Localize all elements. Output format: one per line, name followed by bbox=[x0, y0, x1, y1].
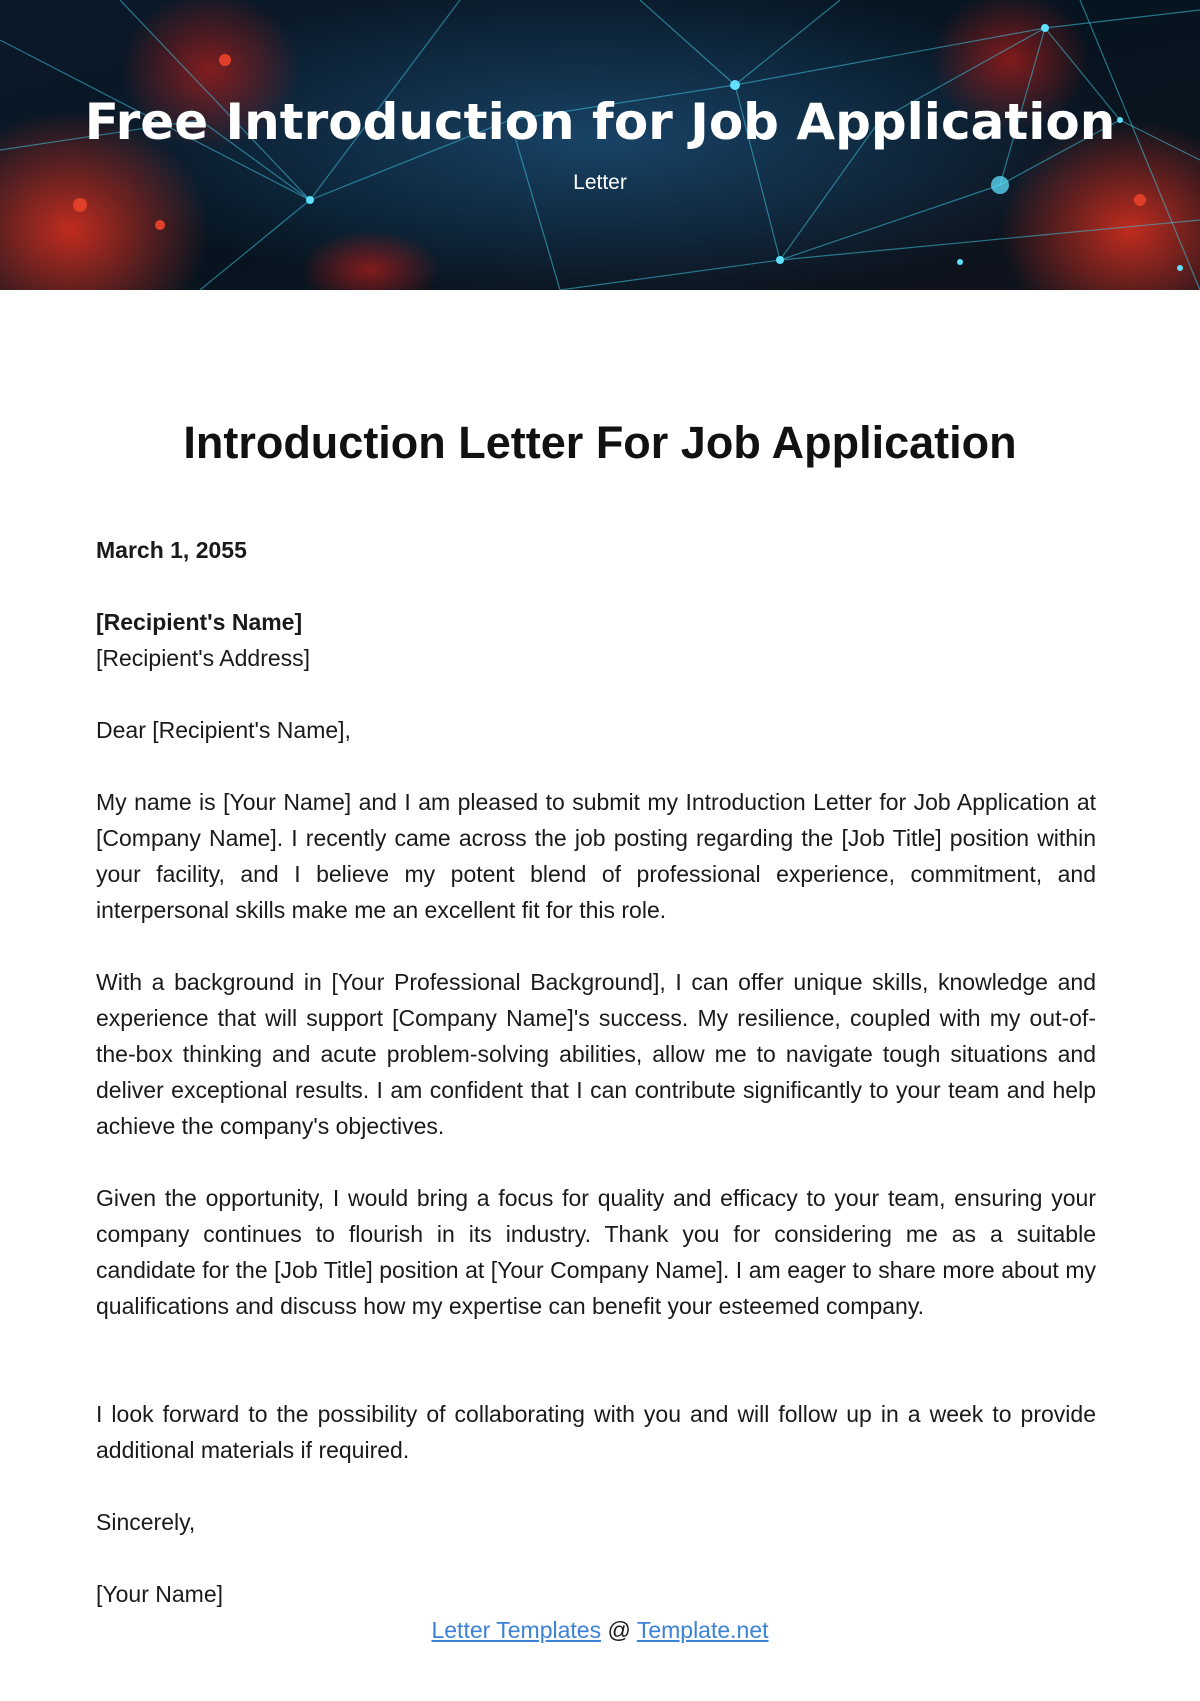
banner-subtitle: Letter bbox=[573, 171, 627, 194]
recipient-name: [Recipient's Name] bbox=[96, 609, 303, 635]
recipient-address: [Recipient's Address] bbox=[96, 645, 311, 671]
signature-name: [Your Name] bbox=[96, 1581, 223, 1607]
footer-attribution bbox=[0, 1612, 1200, 1648]
header-banner bbox=[0, 0, 1200, 290]
closing: Sincerely, bbox=[96, 1509, 196, 1535]
salutation: Dear [Recipient's Name], bbox=[96, 717, 351, 743]
footer-separator: @ bbox=[607, 1617, 631, 1643]
letter-templates-link[interactable]: Letter Templates bbox=[431, 1617, 602, 1643]
body-paragraph: I look forward to the possibility of collaborating with you and will follow up in a week to provide additional materials if required. bbox=[96, 1401, 1096, 1463]
banner-title: Free Introduction for Job Application bbox=[84, 93, 1116, 151]
body-paragraph: Given the opportunity, I would bring a focus for quality and efficacy to your team, ensuring your company continues to flourish in its industry. Thank you for considering me as a suitable candidate for the [Job Title] position at [Your Company Name]. I am eager to share more about my qualifications and discuss how my expertise can benefit your esteemed company. bbox=[96, 1185, 1096, 1319]
body-paragraph: My name is [Your Name] and I am pleased to submit my Introduction Letter for Job Application at [Company Name]. I recently came across the job posting regarding the [Job Title] position within your facility, and I believe my potent blend of professional experience, commitment, and interpersonal skills make me an excellent fit for this role. bbox=[96, 789, 1096, 923]
template-net-link[interactable]: Template.net bbox=[636, 1617, 769, 1643]
letter-date: March 1, 2055 bbox=[96, 537, 247, 563]
recipient-block bbox=[96, 604, 1096, 676]
document-title: Introduction Letter For Job Application bbox=[183, 417, 1017, 468]
body-paragraph: With a background in [Your Professional Background], I can offer unique skills, knowledge and experience that will support [Company Name]'s success. My resilience, coupled with my out-of-the-box thinking and acute problem-solving abilities, allow me to navigate tough situations and deliver exceptional results. I am confident that I can contribute significantly to your team and help achieve the company's objectives. bbox=[96, 969, 1096, 1139]
